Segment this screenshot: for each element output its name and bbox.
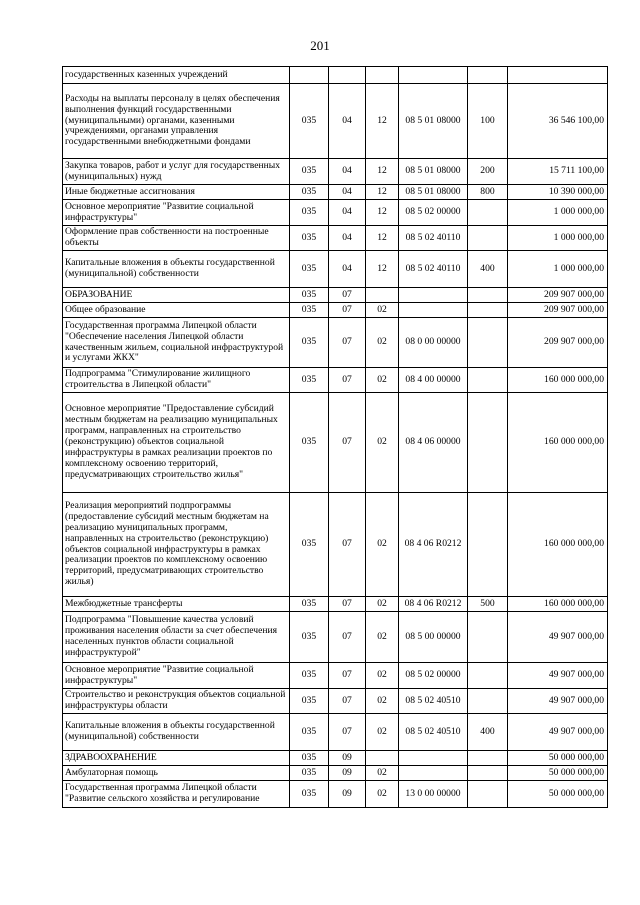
section-code-cell: 04 — [329, 185, 366, 200]
subsection-code-cell — [366, 751, 399, 766]
section-code-cell: 07 — [329, 303, 366, 318]
subsection-code-cell: 02 — [366, 663, 399, 689]
table-row — [63, 288, 608, 303]
page-number: 201 — [310, 38, 330, 53]
target-article-cell: 08 5 02 00000 — [399, 663, 468, 689]
table-row — [63, 597, 608, 612]
expense-kind-cell: 200 — [468, 159, 508, 185]
admin-code-cell: 035 — [290, 393, 329, 493]
amount-cell: 160 000 000,00 — [508, 493, 608, 597]
row-name-cell: Капитальные вложения в объекты государственной (муниципальной) собственности — [63, 714, 290, 751]
section-code-cell: 07 — [329, 368, 366, 393]
subsection-code-cell — [366, 288, 399, 303]
subsection-code-cell: 02 — [366, 781, 399, 808]
admin-code-cell: 035 — [290, 751, 329, 766]
target-article-cell: 08 5 01 08000 — [399, 185, 468, 200]
subsection-code-cell: 12 — [366, 159, 399, 185]
admin-code-cell — [290, 67, 329, 84]
row-name-cell: Общее образование — [63, 303, 290, 318]
table-row — [63, 159, 608, 185]
expense-kind-cell — [468, 288, 508, 303]
section-code-cell: 07 — [329, 612, 366, 663]
amount-cell: 49 907 000,00 — [508, 689, 608, 714]
subsection-code-cell: 02 — [366, 493, 399, 597]
table-row — [63, 612, 608, 663]
table-row — [63, 663, 608, 689]
row-name-cell: Подпрограмма "Повышение качества условий проживания населения области за счет обеспечения населенных пунктов области социальной инфраструктурой" — [63, 612, 290, 663]
row-name-cell: ОБРАЗОВАНИЕ — [63, 288, 290, 303]
row-name-cell: ЗДРАВООХРАНЕНИЕ — [63, 751, 290, 766]
expense-kind-cell — [468, 663, 508, 689]
subsection-code-cell: 12 — [366, 200, 399, 226]
target-article-cell — [399, 288, 468, 303]
target-article-cell: 08 4 06 R0212 — [399, 597, 468, 612]
expense-kind-cell — [468, 766, 508, 781]
amount-cell: 160 000 000,00 — [508, 597, 608, 612]
section-code-cell: 09 — [329, 766, 366, 781]
amount-cell: 209 907 000,00 — [508, 288, 608, 303]
row-name-cell: Государственная программа Липецкой области "Обеспечение населения Липецкой области качественным жильем, социальной инфраструктурой и услугами ЖКХ" — [63, 318, 290, 368]
expense-kind-cell — [468, 493, 508, 597]
admin-code-cell: 035 — [290, 493, 329, 597]
section-code-cell: 07 — [329, 393, 366, 493]
section-code-cell: 07 — [329, 689, 366, 714]
admin-code-cell: 035 — [290, 288, 329, 303]
expense-kind-cell — [468, 226, 508, 251]
table-row — [63, 393, 608, 493]
table-row — [63, 781, 608, 808]
amount-cell: 1 000 000,00 — [508, 200, 608, 226]
table-row — [63, 84, 608, 159]
amount-cell: 50 000 000,00 — [508, 751, 608, 766]
row-name-cell: Основное мероприятие "Развитие социальной инфраструктуры" — [63, 200, 290, 226]
expense-kind-cell — [468, 200, 508, 226]
section-code-cell: 04 — [329, 84, 366, 159]
subsection-code-cell: 02 — [366, 689, 399, 714]
amount-cell: 36 546 100,00 — [508, 84, 608, 159]
table-row — [63, 185, 608, 200]
subsection-code-cell: 02 — [366, 612, 399, 663]
subsection-code-cell: 02 — [366, 393, 399, 493]
target-article-cell — [399, 766, 468, 781]
target-article-cell: 08 4 06 00000 — [399, 393, 468, 493]
section-code-cell: 07 — [329, 597, 366, 612]
expense-kind-cell: 400 — [468, 714, 508, 751]
target-article-cell: 08 5 02 40510 — [399, 689, 468, 714]
budget-table — [62, 66, 608, 808]
amount-cell: 1 000 000,00 — [508, 251, 608, 288]
admin-code-cell: 035 — [290, 597, 329, 612]
amount-cell: 50 000 000,00 — [508, 766, 608, 781]
admin-code-cell: 035 — [290, 185, 329, 200]
target-article-cell: 08 5 01 08000 — [399, 84, 468, 159]
amount-cell: 49 907 000,00 — [508, 612, 608, 663]
admin-code-cell: 035 — [290, 663, 329, 689]
admin-code-cell: 035 — [290, 251, 329, 288]
expense-kind-cell — [468, 303, 508, 318]
target-article-cell: 08 4 00 00000 — [399, 368, 468, 393]
target-article-cell: 08 5 02 40110 — [399, 251, 468, 288]
expense-kind-cell — [468, 67, 508, 84]
amount-cell: 49 907 000,00 — [508, 714, 608, 751]
section-code-cell: 07 — [329, 288, 366, 303]
section-code-cell: 04 — [329, 200, 366, 226]
section-code-cell: 04 — [329, 226, 366, 251]
amount-cell: 10 390 000,00 — [508, 185, 608, 200]
expense-kind-cell — [468, 612, 508, 663]
expense-kind-cell — [468, 689, 508, 714]
subsection-code-cell: 02 — [366, 368, 399, 393]
section-code-cell — [329, 67, 366, 84]
subsection-code-cell: 12 — [366, 84, 399, 159]
section-code-cell: 07 — [329, 663, 366, 689]
expense-kind-cell — [468, 781, 508, 808]
target-article-cell: 08 5 01 08000 — [399, 159, 468, 185]
expense-kind-cell — [468, 318, 508, 368]
table-row — [63, 714, 608, 751]
amount-cell: 209 907 000,00 — [508, 318, 608, 368]
admin-code-cell: 035 — [290, 200, 329, 226]
subsection-code-cell: 02 — [366, 714, 399, 751]
target-article-cell: 08 5 02 40110 — [399, 226, 468, 251]
section-code-cell: 04 — [329, 251, 366, 288]
target-article-cell: 08 0 00 00000 — [399, 318, 468, 368]
admin-code-cell: 035 — [290, 226, 329, 251]
row-name-cell: Строительство и реконструкция объектов социальной инфраструктуры области — [63, 689, 290, 714]
admin-code-cell: 035 — [290, 318, 329, 368]
admin-code-cell: 035 — [290, 84, 329, 159]
amount-cell: 49 907 000,00 — [508, 663, 608, 689]
table-row — [63, 368, 608, 393]
section-code-cell: 07 — [329, 714, 366, 751]
subsection-code-cell: 02 — [366, 766, 399, 781]
subsection-code-cell — [366, 67, 399, 84]
amount-cell: 50 000 000,00 — [508, 781, 608, 808]
target-article-cell: 13 0 00 00000 — [399, 781, 468, 808]
section-code-cell: 07 — [329, 318, 366, 368]
amount-cell — [508, 67, 608, 84]
expense-kind-cell — [468, 393, 508, 493]
section-code-cell: 04 — [329, 159, 366, 185]
table-row — [63, 200, 608, 226]
table-row — [63, 493, 608, 597]
row-name-cell: Реализация мероприятий подпрограммы (предоставление субсидий местным бюджетам на реализацию муниципальных программ, направленных на строительство (реконструкцию) объектов социальной инфраструктуры в рамках реализации проектов по комплексному освоению территорий, предусматривающих строительство жилья) — [63, 493, 290, 597]
row-name-cell: Расходы на выплаты персоналу в целях обеспечения выполнения функций государственными (муниципальными) органами, казенными учреждениями, органами управления государственными внебюджетными фондами — [63, 84, 290, 159]
admin-code-cell: 035 — [290, 368, 329, 393]
subsection-code-cell: 02 — [366, 303, 399, 318]
admin-code-cell: 035 — [290, 766, 329, 781]
amount-cell: 15 711 100,00 — [508, 159, 608, 185]
admin-code-cell: 035 — [290, 781, 329, 808]
table-row — [63, 751, 608, 766]
subsection-code-cell: 02 — [366, 597, 399, 612]
target-article-cell — [399, 751, 468, 766]
row-name-cell: государственных казенных учреждений — [63, 67, 290, 84]
subsection-code-cell: 12 — [366, 185, 399, 200]
amount-cell: 160 000 000,00 — [508, 393, 608, 493]
section-code-cell: 07 — [329, 493, 366, 597]
row-name-cell: Подпрограмма "Стимулирование жилищного строительства в Липецкой области" — [63, 368, 290, 393]
expense-kind-cell: 400 — [468, 251, 508, 288]
admin-code-cell: 035 — [290, 303, 329, 318]
subsection-code-cell: 12 — [366, 251, 399, 288]
row-name-cell: Государственная программа Липецкой области "Развитие сельского хозяйства и регулирование — [63, 781, 290, 808]
target-article-cell: 08 5 02 40510 — [399, 714, 468, 751]
expense-kind-cell: 100 — [468, 84, 508, 159]
target-article-cell: 08 5 02 00000 — [399, 200, 468, 226]
table-row — [63, 766, 608, 781]
admin-code-cell: 035 — [290, 159, 329, 185]
expense-kind-cell: 800 — [468, 185, 508, 200]
target-article-cell — [399, 67, 468, 84]
expense-kind-cell — [468, 368, 508, 393]
row-name-cell: Амбулаторная помощь — [63, 766, 290, 781]
subsection-code-cell: 02 — [366, 318, 399, 368]
row-name-cell: Капитальные вложения в объекты государственной (муниципальной) собственности — [63, 251, 290, 288]
expense-kind-cell: 500 — [468, 597, 508, 612]
amount-cell: 1 000 000,00 — [508, 226, 608, 251]
table-row — [63, 67, 608, 84]
table-row — [63, 689, 608, 714]
section-code-cell: 09 — [329, 751, 366, 766]
subsection-code-cell: 12 — [366, 226, 399, 251]
target-article-cell: 08 5 00 00000 — [399, 612, 468, 663]
row-name-cell: Основное мероприятие "Развитие социальной инфраструктуры" — [63, 663, 290, 689]
table-row — [63, 251, 608, 288]
row-name-cell: Иные бюджетные ассигнования — [63, 185, 290, 200]
row-name-cell: Основное мероприятие "Предоставление субсидий местным бюджетам на реализацию муниципальных программ, направленных на строительство (реконструкцию) объектов социальной инфраструктуры в рамках реализации проектов по комплексному освоению территорий, предусматривающих строительство жилья" — [63, 393, 290, 493]
table-row — [63, 303, 608, 318]
admin-code-cell: 035 — [290, 612, 329, 663]
expense-kind-cell — [468, 751, 508, 766]
amount-cell: 209 907 000,00 — [508, 303, 608, 318]
admin-code-cell: 035 — [290, 689, 329, 714]
target-article-cell — [399, 303, 468, 318]
amount-cell: 160 000 000,00 — [508, 368, 608, 393]
row-name-cell: Межбюджетные трансферты — [63, 597, 290, 612]
row-name-cell: Оформление прав собственности на построенные объекты — [63, 226, 290, 251]
admin-code-cell: 035 — [290, 714, 329, 751]
row-name-cell: Закупка товаров, работ и услуг для государственных (муниципальных) нужд — [63, 159, 290, 185]
table-row — [63, 318, 608, 368]
table-row — [63, 226, 608, 251]
section-code-cell: 09 — [329, 781, 366, 808]
target-article-cell: 08 4 06 R0212 — [399, 493, 468, 597]
